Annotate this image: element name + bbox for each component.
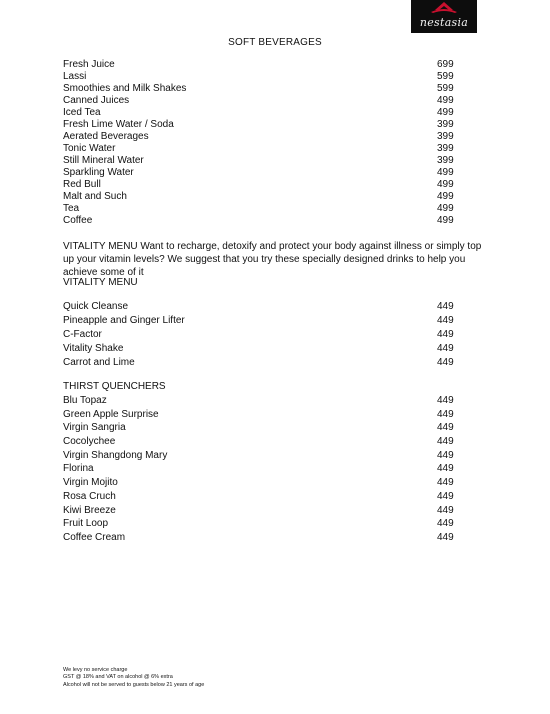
menu-item-name: Tonic Water: [63, 143, 116, 154]
menu-item-name: Vitality Shake: [63, 343, 124, 354]
menu-item-row: [63, 215, 463, 227]
menu-item-price: 449: [437, 329, 454, 340]
menu-item-name: Malt and Such: [63, 191, 127, 202]
menu-item-name: Green Apple Surprise: [63, 408, 159, 420]
menu-item-row: [63, 490, 463, 504]
menu-item-name: Carrot and Lime: [63, 357, 135, 368]
menu-item-price: 449: [437, 477, 454, 489]
thirst-quenchers-list: [63, 394, 463, 545]
menu-item-price: 449: [437, 490, 454, 502]
menu-item-name: Blu Topaz: [63, 395, 107, 406]
menu-item-name: C-Factor: [63, 329, 102, 340]
menu-item-row: [63, 408, 463, 422]
footer-notes: [63, 667, 363, 689]
soft-beverages-list: [63, 59, 463, 227]
menu-item-price: 699: [437, 59, 454, 70]
menu-item-name: Lassi: [63, 71, 87, 82]
menu-item-name: Kiwi Breeze: [63, 504, 116, 516]
menu-item-price: 499: [437, 179, 454, 190]
vitality-intro-text: VITALITY MENU Want to recharge, detoxify and protect your body against illness or simply top up your vitamin levels? We suggest that you try these specially designed drinks to help you achieve some of it: [63, 241, 482, 278]
menu-item-row: [63, 203, 463, 215]
menu-item-row: [63, 531, 463, 545]
menu-item-price: 449: [437, 463, 454, 475]
menu-item-name: Quick Cleanse: [63, 301, 129, 312]
menu-item-price: 399: [437, 143, 454, 154]
menu-item-row: [63, 143, 463, 155]
menu-item-row: [63, 421, 463, 435]
menu-item-row: [63, 83, 463, 95]
footer-note: We levy no service charge: [63, 667, 128, 673]
menu-item-name: Cocolychee: [63, 436, 116, 448]
menu-item-row: [63, 300, 463, 314]
menu-item-price: 499: [437, 191, 454, 202]
menu-item-row: [63, 462, 463, 476]
menu-item-row: [63, 119, 463, 131]
menu-item-price: 499: [437, 215, 454, 226]
menu-item-price: 449: [437, 357, 454, 368]
menu-item-price: 449: [437, 408, 454, 420]
menu-item-price: 449: [437, 449, 454, 461]
menu-item-row: [63, 342, 463, 356]
menu-item-name: Virgin Mojito: [63, 477, 118, 489]
menu-item-row: [63, 155, 463, 167]
menu-item-row: [63, 356, 463, 370]
menu-item-row: [63, 95, 463, 107]
menu-item-row: [63, 59, 463, 71]
menu-item-price: 499: [437, 167, 454, 178]
menu-item-price: 499: [437, 95, 454, 106]
page-title: SOFT BEVERAGES: [228, 37, 322, 48]
menu-item-name: Pineapple and Ginger Lifter: [63, 315, 185, 326]
vitality-menu-list: [63, 300, 463, 370]
vitality-menu-heading: VITALITY MENU: [63, 277, 138, 288]
menu-item-name: Smoothies and Milk Shakes: [63, 83, 187, 94]
menu-item-price: 449: [437, 518, 454, 530]
brand-logo: [411, 0, 477, 33]
menu-item-name: Aerated Beverages: [63, 131, 149, 142]
menu-item-price: 449: [437, 422, 454, 434]
menu-item-name: Fruit Loop: [63, 518, 109, 530]
menu-item-name: Sparkling Water: [63, 167, 134, 178]
menu-item-row: [63, 517, 463, 531]
menu-item-name: Canned Juices: [63, 95, 130, 106]
menu-item-price: 449: [437, 504, 454, 516]
menu-item-name: Still Mineral Water: [63, 155, 144, 166]
menu-item-price: 599: [437, 83, 454, 94]
menu-item-row: [63, 167, 463, 179]
menu-item-price: 449: [437, 301, 454, 312]
menu-item-price: 599: [437, 71, 454, 82]
menu-item-name: Florina: [63, 463, 94, 475]
menu-item-price: 399: [437, 119, 454, 130]
menu-item-price: 449: [437, 315, 454, 326]
menu-item-price: 449: [437, 395, 454, 406]
menu-item-name: Tea: [63, 203, 80, 214]
menu-item-price: 399: [437, 131, 454, 142]
menu-item-row: [63, 131, 463, 143]
menu-item-row: [63, 107, 463, 119]
menu-item-name: Coffee Cream: [63, 531, 126, 543]
menu-item-name: Rosa Cruch: [63, 490, 116, 502]
menu-item-name: Fresh Lime Water / Soda: [63, 119, 174, 130]
footer-note: GST @ 18% and VAT on alcohol @ 6% extra: [63, 674, 173, 681]
menu-item-name: Fresh Juice: [63, 59, 115, 70]
menu-item-price: 499: [437, 107, 454, 118]
menu-item-row: [63, 394, 463, 408]
footer-note: Alcohol will not be served to guests below 21 years of age: [63, 681, 205, 688]
menu-item-row: [63, 476, 463, 490]
menu-item-name: Red Bull: [63, 179, 101, 190]
menu-item-price: 449: [437, 436, 454, 448]
menu-item-price: 499: [437, 203, 454, 214]
menu-item-name: Coffee: [63, 215, 93, 226]
menu-item-row: [63, 504, 463, 518]
menu-item-row: [63, 71, 463, 83]
thirst-quenchers-heading: THIRST QUENCHERS: [63, 381, 166, 392]
menu-item-row: [63, 314, 463, 328]
menu-item-name: Virgin Sangria: [63, 422, 126, 434]
menu-item-row: [63, 435, 463, 449]
menu-item-row: [63, 191, 463, 203]
menu-item-price: 449: [437, 531, 454, 543]
menu-item-price: 399: [437, 155, 454, 166]
menu-item-name: Virgin Shangdong Mary: [63, 449, 168, 461]
menu-item-name: Iced Tea: [63, 107, 101, 118]
menu-item-row: [63, 179, 463, 191]
menu-item-price: 449: [437, 343, 454, 354]
menu-item-row: [63, 328, 463, 342]
logo-wordmark: nestasia: [419, 16, 469, 29]
menu-item-row: [63, 449, 463, 463]
